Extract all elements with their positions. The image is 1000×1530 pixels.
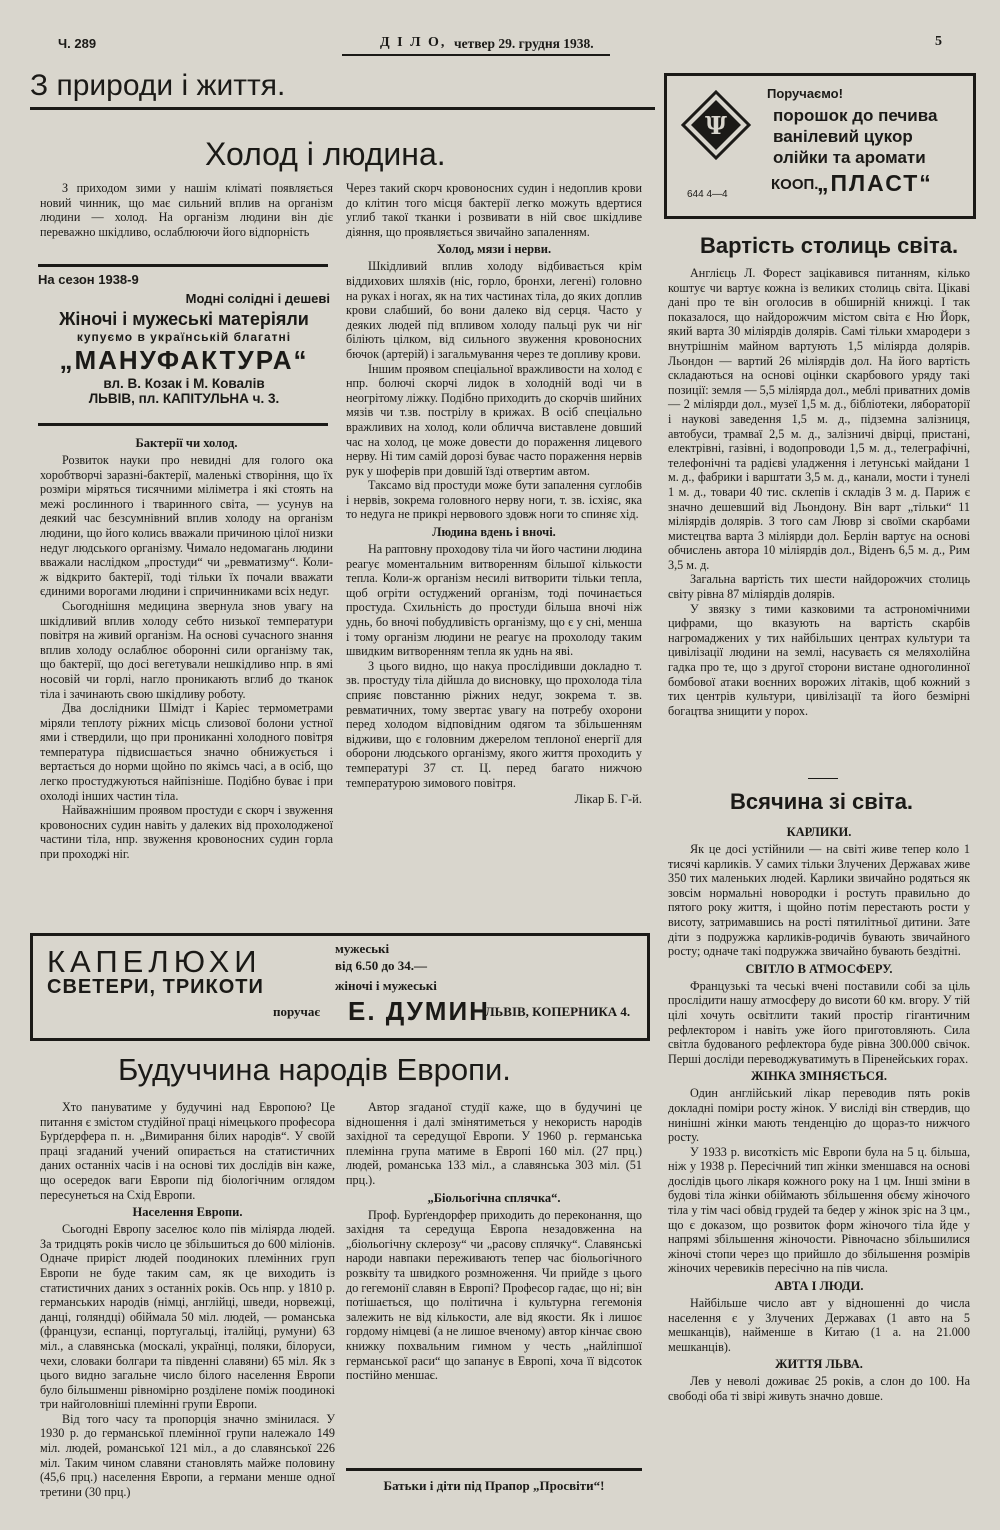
article-title-europe: Будуччина народів Европи. xyxy=(118,1052,511,1087)
author: Лікар Б. Г-й. xyxy=(574,792,642,807)
ad-offers: поручає xyxy=(273,1004,320,1019)
article-title-capitals: Вартість столиць світа. xyxy=(700,233,959,258)
article-title-cold: Холод і людина. xyxy=(205,136,446,172)
capitals-body: Англієць Л. Форест зацікавився питанням, кілько коштує чи вартує кожна із великих столиць світа. Цікаві дані про те він оголосив в обширній книжці. І так показалося, що найдорожчим містом світа є Ню Йорк, який варта 30 міліярдів долярів. Самі тільки хмародери з внутрішнім майном вартують 1,5 міліярда долярів. Льондон — вартий 26 міліярдів дол. На його вартість складаються на основі оцінки скарбового уряду такі позиції: земля — 5,5 міліярда дол., меблі приватних домів — 2 міліярди дол., музеї 1,5 м. д., бібліотеки, лябораторії і наукові заведення 1,5 м. д., підземна залізниця, автобуси, трамваї 2,5 м. д., залізничі двірці, пристані, електрівні, газівні, і водопроводи 1,5 м. д., телеграфічні, телефонічні та радієві уладження і летунські майдани 1 м. д., фабрики і варштати 3,5 м. д., канали, мости і тунелі 1 м. д., товари 40 тис. склепів і складів 3 м. д. Париж є значно дешевший від Льондону. Він варт „тільки“ 11 міліярдів долярів. З того сам Лювр зі своїми скарбами мистецтва варта 3 міліярди дол. Берлін вартує на основі обчислень автора 10 міліярдів дол., Віденъ 6,5 м. д., Рим 3,5 м. д. Загальна вартість тих шести найдорожчих столиць світу рівна 87 міліярдів долярів. У звязку з тими казковими та астрономічними цифрами, що вказують на вартість скарбів нагромаджених у тих найбільших центрах культури та цивілізації людини на землі, насуваєть ся меляхолійна гадка про те, що з другої сторони вистане одноголинної бомбової атаки воєнних ворожих літаків, щоб кожний з тих центрів культури, цивілізації та його безмірні богацтва знищити у порох. xyxy=(668,266,970,718)
subhead-bacteria: Бактерії чи холод. xyxy=(135,436,238,450)
ad-sweaters: СВЕТЕРИ, ТРИКОТИ xyxy=(47,976,264,998)
ad-address: ЛЬВІВ, пл. КАПІТУЛЬНА ч. 3. xyxy=(88,391,280,406)
cold-column-2: Через такий скорч кровоносних судин і недоплив крови до клітин того місця бактерії легко можуть вдертися углиб такої тканки і розвивати в ній своє шкідливе діяння, що проявляється звичайно запаленням. Холод, мязи і нерви. Шкідливий вплив холоду відбивається крім віддихових шляхів (ніс, горло, бронхи, легені) головно на руках і ногах, як на тих частинах тіла, до яких доплив крови слабший, бо вони далеко від серця. Часто у деяких людей під впливом холоду пальці рук чи ніг біліють цілком, від сильного звуження кровоносних бючок (артерій) і загальмування через те допливу крови. Іншим проявом спеціальної вражливости на холод є нпр. болючі скорчі лидок в холодній воді чи в неогрітому ліжку. Подібно приходить до скорчів шийних мязів чи т.зв. пострілу в крижах. В осіб спеціально вражливих на холод, коли обличча виставлене довший час на холод, це може довести до пораження лицевого нерву. Ні тим самій дорозі буває часто пораження нервів рук у шоферів при довшій їзді отвертим автом. Таксамо від простуди може бути запалення суглобів і нервів, зокрема головного нерву ноги, т. зв. ісхіяс, яка то недуга не прикрі нервового здовж ноги то спиняє хід. Людина вдень і вночі. На раптовну проходову тіла чи його частини людина реагує моментальним витворенням більшої кількости тепла. Коли-ж організм несилі витворити тільки тепла, щоб огріти остуджений організм, тоді починається простуда. Схильність до простуди більша вночі ніж уднь, бо вночі побудливість організму, що є у сні, менша і тому організм людини не реагує на прохолоду таким швидким витворенням тепла як уднь на яві. З цього видно, що накуа прослідивши докладно т. зв. простуду тіла дійшла до висновку, що прохолода тіла сприяє повстанню ріжних недуг, зокрема т. зв. ревматичних, тому звертає увагу на потребу охорони перед холодом відповідним одягом та збільшенням відживи, що є головним джерелом теплоної енергії для оборони людського організму, якого життя проходить у температурі 37 ст. Ц. перед багато нижчою температурою зимового повітря. Лікар Б. Г-й. xyxy=(346,181,642,807)
plast-logo-icon xyxy=(681,90,751,160)
section-rule xyxy=(30,107,655,110)
plast-coop: КООП. xyxy=(771,176,819,193)
plast-item-1: порошок до печива xyxy=(773,106,938,125)
ad-brand: „МАНУФАКТУРА“ xyxy=(59,345,309,375)
ad-line1: Модні солідні і дешеві xyxy=(185,291,330,306)
article-title-misc: Всячина зі світа. xyxy=(730,789,914,814)
subhead-woman: ЖІНКА ЗМІНЯЄТЬСЯ. xyxy=(750,1069,888,1084)
ad-top-rule xyxy=(38,264,328,267)
ad-men: мужеські xyxy=(335,941,390,956)
ad-owners: вл. В. Козак і М. Ковалів xyxy=(103,376,265,391)
subhead-population: Населення Европи. xyxy=(132,1205,243,1220)
ad-price: від 6.50 до 34.— xyxy=(335,958,428,973)
subhead-cars: АВТА І ЛЮДИ. xyxy=(774,1279,864,1294)
section-title: З природи і життя. xyxy=(30,69,286,102)
paper-name: Д І Л О, xyxy=(380,35,447,50)
slogan-rule xyxy=(346,1468,642,1471)
ad-address-dumyn: ЛЬВІВ, КОПЕРНИКА 4. xyxy=(485,1004,631,1019)
ad-plast xyxy=(664,73,976,219)
ad-women: жіночі і мужеські xyxy=(335,978,437,993)
ad-manufaktura xyxy=(38,272,330,420)
plast-brand: „ПЛАСТ“ xyxy=(817,170,933,196)
slogan: Батьки і діти під Прапор „Просвіти“! xyxy=(383,1478,605,1493)
cold-column-1: Бактерії чи холод. Розвиток науки про невидні для голого ока хоробтворчі заразні-бактерії, маленькі створіння, що їх розміри міряться тисячними міліметра і які стоять на межі рослинного і тваринного світа, — усунув на деякий час безсумнівний вплив холоду на організм людини, що його колись вважали причиною цілої низки недуг людського організму. Чимало недомагань людини вважали наслідком „простуди“ чи „ревматизму“. Коли-ж відкрито бактерії, тоді тільки їх почали вважати єдиними ворогами людини і спричинниками всіх недуг. Сьогоднішня медицина звернула знов увагу на шкідливий вплив холоду себто низької температури повітря на живий організм. На основі сучасного знання вплив холоду ослаблює оборонні сили організму так, що бактерії, що досі вегетували нешкідливо нпр. в ямі носовій чи горлі, нагло проникають вглиб до тканок тіла і зачинають свою шкідливу роботу. Два дослідники Шмідт і Каріес термометрами міряли теплоту ріжних місць слизової болони устної ями і ствердили, що при прониканні холодного повітря температура підвисшається значно обнижується і вертається до норми щойно по якімсь часі, а в осіб, що легко простуджуються найпізніше. Подібно буває і при охолоді інших частин тіла. Найважнішим проявом простуди є скорч і звуження кровоносних судин навіть у далеких від прохолодженої частини тіла, нпр. звуження кровоносних судин горла при проходжі ніг. xyxy=(40,436,333,862)
ad-season: На сезон 1938-9 xyxy=(38,272,139,287)
issue-number: Ч. 289 xyxy=(58,36,97,51)
header-rule xyxy=(342,54,610,56)
europe-column-2: Автор згаданої студії каже, що в будучині це відношення і далі змінятиметься у некористь народів західної та середущої Европи. У 1960 р. германська племінна група матиме в Европі 160 міл. (27 прц.) людей, романська 133 міл., а славянська 303 міл. (51 прц.). „Біольогічна сплячка“. Проф. Бурґендорфер приходить до переконання, що західня та середуща Европа незадовженна на „біольогічну склерозу“ чи „расову сплячку“. Славянські народи навпаки переживають тепер час біольогічного розквіту та швидкого розмноження. Чи прийде з цього до гегемонії славян в Европі? Професор гадає, що ні; він потішається, що політична і культурна гегемонія залежить не від кількости, але від якости. Як і лишоє гордому німцеві (а не лишое вченому) автор кінчає свою книжку похвальним гимном у честь „найліпшої германської раси“ що запанує в Европі, хоча її відсоток постійно меншає. xyxy=(346,1100,642,1383)
plast-code: 644 4—4 xyxy=(687,189,728,200)
plast-item-3: олійки та аромати xyxy=(773,148,926,167)
ad-name: Е. ДУМИН xyxy=(348,996,490,1026)
subhead-sleep: „Біольогічна сплячка“. xyxy=(427,1190,561,1205)
ad-dumyn xyxy=(30,933,650,1041)
divider xyxy=(808,778,838,779)
ad-line2: Жіночі і мужеські матеріяли xyxy=(59,309,309,329)
ad-hats: КАПЕЛЮХИ xyxy=(47,944,262,979)
subhead-dwarfs: КАРЛИКИ. xyxy=(786,825,852,839)
plast-recommend: Поручаємо! xyxy=(767,86,843,101)
svg-text:Ψ: Ψ xyxy=(705,111,727,140)
subhead-light: СВІТЛО В АТМОСФЕРУ. xyxy=(745,961,893,976)
ad-bottom-rule xyxy=(38,423,328,426)
subhead-day-night: Людина вдень і вночі. xyxy=(432,525,556,540)
issue-date: четвер 29. грудня 1938. xyxy=(454,36,594,51)
subhead-lion: ЖИТТЯ ЛЬВА. xyxy=(775,1357,863,1372)
misc-body: КАРЛИКИ. Як це досі устійнили — на світі живе тепер коло 1 тисячі карликів. У самих тільки Злучених Державах живе 350 тих маленьких людей. Карлики звичайно родяться як зовсім нормальні новородки і ростуть правильно до пятого року життя, і щойно потім перестають рости у висоту, затримавшись на рості пятилітньої дитини. Зате діти з подружжа карликів-родичів бувають звичайного росту; одначе такі подружжа звичайно бувають бездітні. СВІТЛО В АТМОСФЕРУ. Французькі та чеські вчені поставили собі за ціль прослідити нашу атмосферу до висоти 60 км. вгору. У тій цілі хочуть освітлити такий простір гігантичним рефлектором і навіть уже його приготовляють. Сила світла будованого рефлектора буде рівна 300.000 свічок. Перші досліди переводжуватимуть в Піренейських горах. ЖІНКА ЗМІНЯЄТЬСЯ. Один англійський лікар переводив пять років докладні поміри росту жінок. У висліді він ствердив, що нинішні жінки мають тенденцію до щораз-то нижчого росту. У 1933 р. висоткість міс Европи була на 5 ц. більша, ніж у 1938 р. Пересічний тип жінки зменшався на основі дослідів цього лікаря кожного року на 1 цм. Інші зміни в будові тіла жінки обіймають збільшення обєму жіночого тіла у тім часі обвід грудей та бедер у жінок зріс на 3 цм., що є доказом, що розвиток форм жіночого тіла йде у напрямі збільшення жіночости. Рівночасно збільшилися жіночі стопи через що прийшло до збільшення розмірів жіночих черевиків пересічно на пів числа. АВТА І ЛЮДИ. Найбільше число авт у відношенні до числа населення є у Злучених Державах (1 авто на 5 мешканців), найменше в Китаю (1 а. на 21.000 мешканців). ЖИТТЯ ЛЬВА. Лев у неволі доживає 25 років, а слон до 100. На свободі оба ті звірі живуть значно довше. xyxy=(668,825,970,1403)
page-number: 5 xyxy=(935,34,942,49)
cold-intro: З приходом зими у нашім кліматі появляється новий чинник, що має сильний вплив на організм людини — холод. На організм людини він діє переважно шкідливо, ослаблюючи його відпорність xyxy=(40,181,333,239)
ad-line3: купуємо в українській благатні xyxy=(76,330,292,344)
plast-item-2: ванілевий цукор xyxy=(773,127,913,146)
subhead-muscles: Холод, мязи і нерви. xyxy=(436,242,552,257)
europe-column-1: Хто пануватиме у будучині над Европою? Це питання є змістом студійної праці німецького професора Бурґдерфера п. н. „Вимирання білих народів“. У своїй праці згаданий учений опирається на статистичних даних останніх часів і на основі тих дослідів він каже, що осередок ваги Европи під біологічним оглядом пересунеться на Схід Европи. Населення Европи. Сьогодні Европу заселює коло пів міліярда людей. За тридцять років число це збільшиться до 600 міліонів. Одначе приріст людей поодиноких племінних груп Европи не буде таким сам, як це виходить із статистичних даних з останніх років. Ось нпр. у 1810 р. германських народів (німці, англійці, шведи, норвежці, данці, голяндці) обіймала 50 міл. людей, — романська (французи, еспанці, португальці, італійці, румуни) 63 міл., а славянська (москалі, українці, поляки, білоруси, чехи, словаки болгари та південні славяни) 65 міл. Як з цього видно загальне число білого населення Европи було більшменш рівномірно розділене поміж поодинокі три найголовніші племінні групи Европи. Від того часу та пропорція значно змінилася. У 1930 р. до германської племінної групи належало 149 міл. людей, романської 121 міл., а до славянської 226 міл. Таким чином славяни становлять майже половину (45,6 прц.) населення Европи, а германи менше одної третини (30 прц.) xyxy=(40,1100,335,1499)
